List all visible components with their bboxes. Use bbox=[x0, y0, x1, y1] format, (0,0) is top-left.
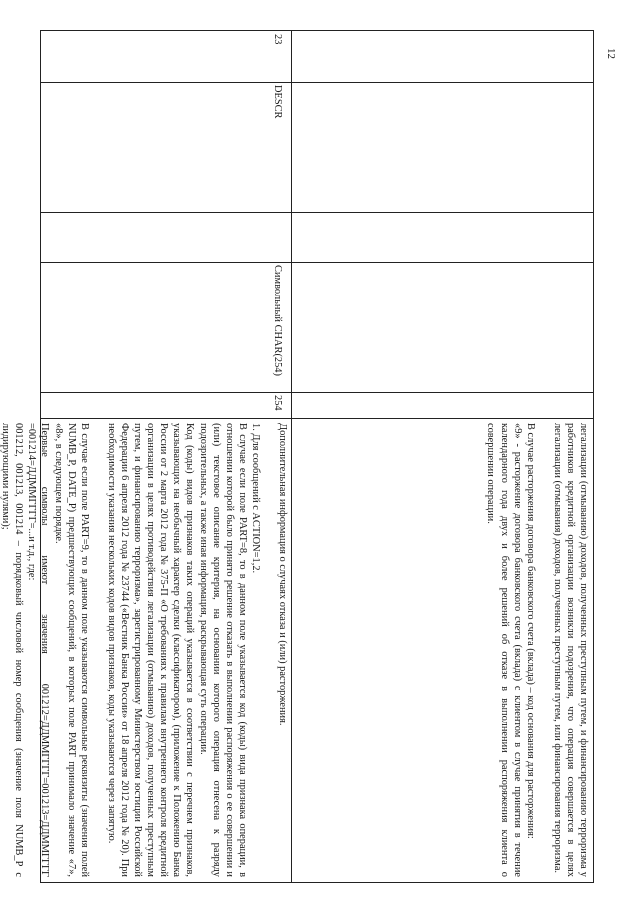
field-description-table bbox=[0, 30, 594, 883]
description-paragraph: Код (коды) видов признаков таких операций указывается в соответствии с перечнем признаков, указывающих на необычный характер сделки (классификатором), (приложение к Положению Банка России от 2 марта 2012 года № 375-П «О требованиях к правилам внутреннего контроля кредитной организации в целях противодействия легализации (отмыванию) доходов, полученных преступным путем, и финансированию терроризма», зарегистрированному Министерством юстиции Российской Федерации 6 апреля 2012 года № 23744 («Вестник Банка России» от 18 апреля 2012 года № 20). При необходимости указания нескольких кодов видов признаков, коды указываются через запятую. bbox=[105, 423, 196, 877]
description-cell bbox=[292, 418, 593, 882]
field-length: 254 bbox=[272, 395, 283, 411]
row-number-cell bbox=[41, 31, 292, 82]
description-paragraph: В случае расторжения договора банковского счета (вклада) – код основания для расторжения: bbox=[524, 423, 536, 839]
table-row-23 bbox=[0, 31, 292, 882]
rotated-table-wrapper bbox=[0, 30, 594, 883]
description-paragraph: Первые символы имеют значения 001212=ДДММГГГГ=001213=ДДММГГГГ =001214=ДДММГГГГ=...и т.д., где: bbox=[26, 423, 51, 877]
field-type: Символьный CHAR(254) bbox=[272, 265, 283, 376]
field-name: DESCR bbox=[272, 85, 283, 119]
table-row-continued bbox=[291, 31, 593, 882]
field-name-cell bbox=[41, 82, 292, 212]
description-intro: Дополнительная информация о случаях отказа и (или) расторжения. bbox=[277, 423, 288, 726]
description-paragraph: В случае если поле PART=9, то в данном поле указываются символьные реквизиты (значения полей NUMB_P, DATE_P) предшествующих сообщений, в которых поле PART принимало значение «7», «8», в следующем порядке. bbox=[52, 423, 90, 877]
row-number: 23 bbox=[272, 34, 283, 45]
field-type-cell bbox=[41, 262, 292, 392]
field-length-cell bbox=[41, 392, 292, 418]
description-paragraph: В случае если поле PART=8, то в данном поле указывается код (коды) вида признака операции, в отношении которой было принято решение отказать в выполнении распоряжения о ее совершении и (или) текстовое описание критерия, на основании которого операция отнесена к разряду подозрительных, а также иная информация, раскрывающая суть операции. bbox=[197, 423, 248, 877]
description-paragraph: легализации (отмыванию) доходов, полученных преступным путем, и финансированию терроризма у работников кредитной организации возникли подозрения, что операция совершается в целях легализации (отмывания) доходов, полученных преступным путем, или финансирования терроризма. bbox=[551, 423, 589, 877]
description-paragraph: «9» - расторжение договора банковского счета (вклада) с клиентом в случае принятия в течение календарного года двух и более решений об отказе в выполнении распоряжения клиента о совершении операции. bbox=[485, 423, 523, 877]
description-paragraph: 001212, 001213, 001214 – порядковый числовой номер сообщения (значение поля NUMB_P с лидирующими нулями); bbox=[0, 423, 25, 877]
description-cell bbox=[0, 418, 292, 882]
item-heading: 1. Для сообщений с ACTION=1,2. bbox=[249, 423, 261, 574]
page-number: 12 bbox=[605, 48, 617, 59]
